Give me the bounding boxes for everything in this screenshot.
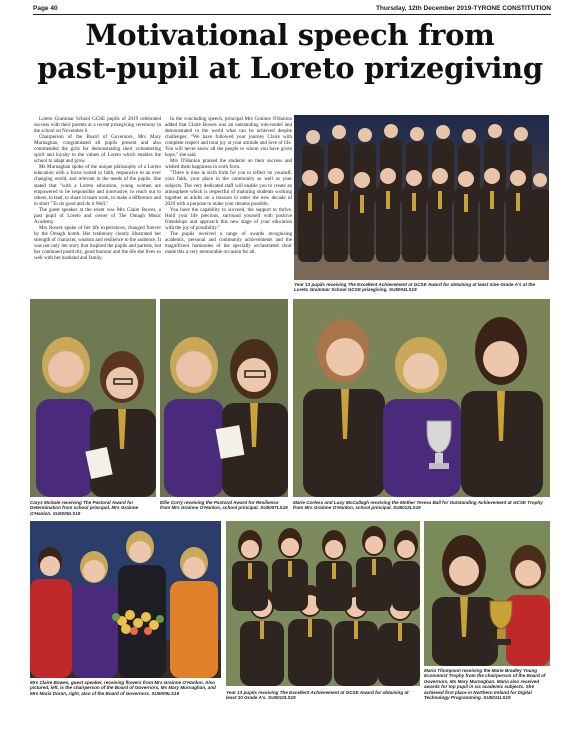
paragraph: Ms Murnaghan spoke of the unique philosophy of a Loreto education with a focus rooted in faith, responsive to an ever changing world, and relevant to the needs of the pupils. She stated that "with a Loreto education, young women are empowered to be responsible and innovative, to reach out to others, to lead, to share in team work, to make a difference and in short "To do good and do it Well." — [34, 164, 162, 207]
portrait-illustration — [160, 299, 288, 497]
caption: Ellie Corry receiving the Pastoral Award for Resilience from Mrs Grainne O'Hanlon, school principal. SU5007LS19 — [160, 500, 288, 511]
portrait-illustration — [30, 299, 156, 497]
paragraph: Mrs O'Hanlon praised the students on their success and wished them happiness in sixth form. — [165, 158, 292, 171]
paragraph: Mrs Bowes spoke of her life experiences, changed forever by the Omagh bomb. Her testimony clearly illustrated her strength of character, wisdom and resilience to the audience. It was not only her story that inspired the pupils and parents, but her continued positivity, good humour and the life she lives so well with her husband and family. — [34, 224, 161, 262]
group-photo-illustration — [294, 115, 549, 280]
group-photo-illustration — [226, 521, 420, 686]
caption: Mrs Claire Bowes, guest speaker, receiving flowers from Mrs Grainne O'Hanlon. Also pictured, left, is the chairperson of the Board of Governors, Ms Mary Murnaghan, and Mrs Maria Doran, right, also of the Board of Governors. SU5009LS19 — [30, 680, 216, 696]
caption: Carys McGale receiving The Pastoral Award for Determination from school principal, Mrs Grainne O'Hanlon. SU5005LS19 — [30, 500, 139, 516]
headline-line-2: past-pupil at Loreto prizegiving — [37, 51, 543, 85]
header-rule — [33, 14, 551, 15]
paragraph: The pupils received a range of awards recognising academic, personal and community achievements and the magnificent harmonies of the specially orchestrated choir made this a very memorable occasion for all. — [165, 230, 292, 256]
paragraph: You have the capability to succeed, the support to thrive. Hold your life precious, surround yourself with positive friendships and approach this new stage of your education with the joy of possibility." — [165, 206, 292, 231]
trophy-photo-illustration — [293, 299, 550, 497]
paragraph: Chairperson of the Board of Governors, Mrs Mary Murnaghan, congratulated all pupils present and also commended the girls for demonstrating their volunteering spirit and loyalty to the values of Loreto which enables the school to adapt and grow. — [34, 134, 161, 165]
photo-group-nine-grade-a — [294, 115, 549, 280]
headline-line-1: Motivational speech from — [85, 18, 495, 52]
photo-carys-mcgale — [30, 299, 156, 497]
flowers-photo-illustration — [30, 521, 221, 678]
paragraph: The guest speaker at the event was Mrs Claire Bowes, a past pupil of Loreto and owner of The Omagh Music Academy. — [34, 206, 161, 225]
photo-mother-teresa-ball-trophy — [293, 299, 550, 497]
caption: Year 13 pupils receiving The Excellent Achievement at GCSE Award for obtaining at least 10 Grade A's. SU5010LS19 — [226, 690, 409, 701]
article-column-2 — [165, 116, 292, 255]
paragraph: Loreto Grammar School GCSE pupils of 2019 celebrated success with their parents at a recent prizegiving ceremony in the school on November 6. — [34, 116, 161, 135]
photo-maria-thompson-trophy — [424, 521, 550, 666]
paragraph: In the concluding speech, principal Mrs Grainne O'Hanlon added that Claire Bowes was an outstanding role-model and demonstrated to the world what can be achieved despite challenges: "We have followed your journey Claire with complete respect and total joy at your attitude and love of life. You will never know all the people to whom you have given hope," she said. — [165, 116, 292, 159]
caption: Marie Corless and Lucy McCullagh receiving the Mother Teresa Ball for Outstanding Achievement at GCSE Trophy from Mrs Grainne O'Hanlon, school principal. SU5012LS19 — [293, 500, 543, 511]
publication-date: Thursday, 12th December 2019-TYRONE CONSTITUTION — [375, 5, 551, 12]
article-column-1 — [34, 116, 161, 261]
photo-ellie-corry — [160, 299, 288, 497]
photo-claire-bowes-flowers — [30, 521, 221, 678]
page-number: Page 40 — [33, 5, 58, 12]
caption: Year 13 pupils receiving The Excellent Achievement at GCSE Award for obtaining at least nine Grade A's at the Loreto Grammar School GCSE prizegiving. SU5004LS19 — [294, 282, 536, 293]
headline — [20, 19, 560, 85]
caption: Maria Thompson receiving the Marie Bradley Young Economist Trophy from the chairperson of the Board of Governors, Ms Mary Murnaghan. Maria also received awards for top pupil in six academic subjects. She achieved first place in Northern Ireland for Digital Technology Programming. SU5011LS19 — [424, 668, 546, 701]
paragraph: "There is time in sixth form for you to reflect on yourself, your faith, your place in the community as well as your subjects. The very dedicated staff will enable you to create an atmosphere which is respectful of maturing students working together as adults on a mission to enter the new decade of 2020 with a purpose to make your dreams possible. — [165, 170, 292, 207]
trophy-photo-illustration — [424, 521, 550, 666]
photo-group-ten-grade-a — [226, 521, 420, 686]
